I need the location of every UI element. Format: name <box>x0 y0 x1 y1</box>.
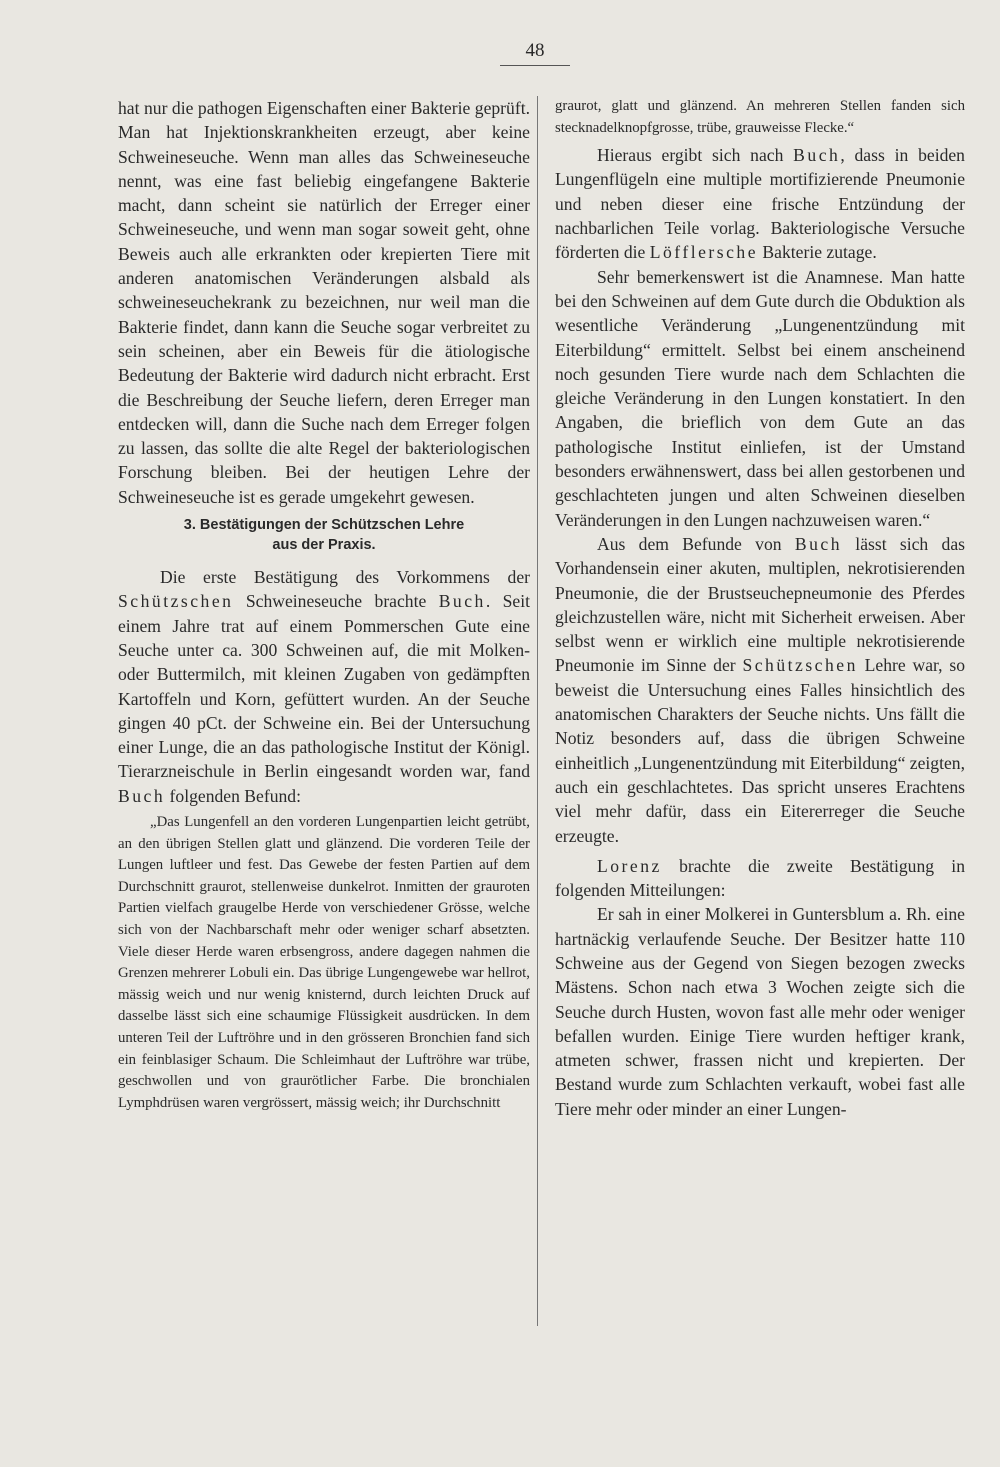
quoted-findings-continued: graurot, glatt und glänzend. An mehreren Stellen fanden sich stecknadelknopfgrosse, trübe, grauweisse Flecke.“ <box>555 98 965 136</box>
text-run: Lehre war, so beweist die Untersuchung eines Falles hinsichtlich des anatomischen Charakters der Seuche nichts. Uns fällt die Notiz besonders auf, dass die übrigen Schweine einheitlich „Lungenentzündung mit Eiterbildung“ zeigten, auch ein geschlachtetes. Das spricht unseres Erachtens viel mehr dafür, dass ein Eitererreger die Seuche erzeugte. <box>555 655 965 846</box>
text-run: Schweineseuche brachte <box>233 591 439 612</box>
right-column <box>555 96 965 1121</box>
paragraph-evaluation <box>555 532 965 848</box>
column-divider <box>537 96 538 1326</box>
text-run: Die erste Bestätigung des Vorkommens der <box>160 567 530 588</box>
text-run: Aus dem Befunde von <box>597 533 795 554</box>
section-heading-line-1: 3. Bestätigungen der Schützschen Lehre <box>183 517 465 534</box>
author-name-schuetz: Schützschen <box>118 591 234 612</box>
author-name-buch: Buch <box>438 591 486 612</box>
paragraph-lorenz <box>555 854 965 903</box>
quoted-findings: „Das Lungenfell an den vorderen Lungenpartien leicht getrübt, an den übrigen Stellen glatt und glänzend. Die vorderen Teile der Lungen luftleer und fest. Das Gewebe der festen Partien auf dem Durchschnitt graurot, stellenweise dunkelrot. Inmitten der grauroten Partien vielfach graugelbe Herde von verschiedener Grösse, welche sich von der Nachbarschaft mehr oder weniger scharf absetzten. Viele dieser Herde waren erbsengross, andere dagegen nahmen die Grenzen mehrerer Lobuli ein. Das übrige Lungengewebe war hellrot, mässig weich und nur wenig knisternd, durch leichten Druck auf dasselbe lässt sich eine schaumige Flüssigkeit ausdrücken. In dem unteren Teil der Luftröhre und in den grösseren Bronchien fand sich ein feinblasiger Schaum. Die Schleimhaut der Luftröhre war trübe, geschwollen und von graurötlicher Farbe. Die bronchialen Lymphdrüsen waren vergrössert, mässig weich; ihr Durchschnitt <box>118 814 530 1111</box>
left-column <box>118 96 530 1114</box>
author-name-buch: Buch <box>118 785 166 806</box>
page-number: 48 <box>500 40 570 66</box>
text-run: . Seit einem Jahre trat auf einem Pommerschen Gute eine Seuche unter ca. 300 Schweinen auf, die mit Molken- oder Buttermilch, mit kleinen Zugaben von gedämpften Kartoffeln und Korn, gefüttert wurden. An der Seuche gingen 40 pCt. der Schweine ein. Bei der Untersuchung einer Lunge, die an das pathologische Institut der Königl. Tierarzneischule in Berlin eingesandt worden war, fand <box>118 591 530 782</box>
text-run: lässt sich das Vorhandensein einer akuten, multiplen, nekrotisierenden Pneumonie, die der Brustseuchepneumonie des Pferdes gleichzustellen wäre, nicht mit Sicherheit erweisen. Aber selbst wenn er wirklich eine multiple nekrotisierende Pneumonie im Sinne der <box>555 533 965 676</box>
paragraph-intro: hat nur die pathogen Eigenschaften einer Bakterie geprüft. Man hat Injektionskrankheiten erzeugt, aber keine Schweineseuche. Wenn man alles das Schweineseuche nennt, was eine fast beliebig eingefangene Bakterie macht, dann scheint sie natürlich der Erreger einer Schweineseuche, und wenn man sogar soweit geht, ohne Beweis auch alle erkrankten oder krepierten Tiere mit anderen anatomischen Veränderungen alsbald als schweineseuchekrank zu bezeichnen, nur weil man die Bakterie findet, dann kann die Seuche sogar verbreitet zu sein scheinen, aber ein Beweis für die ätiologische Bedeutung der Bakterie wird dadurch nicht erbracht. Erst die Beschreibung der Seuche liefern, deren Erreger man entdecken will, dann die Suche nach dem Erreger folgen zu lassen, das sollte die alte Regel der bakteriologischen Forschung bleiben. Bei der heutigen Lehre der Schweineseuche ist es gerade umgekehrt gewesen. <box>118 98 530 507</box>
paragraph-anamnese: Sehr bemerkenswert ist die Anamnese. Man hatte bei den Schweinen auf dem Gute durch die Obduktion als wesentliche Veränderung „Lungenentzündung mit Eiterbildung“ ermittelt. Selbst bei einem anscheinend noch gesunden Tiere wurde nach dem Schlachten die gleiche Veränderung in den Lungen konstatiert. In den Angaben, die brieflich von dem Gute an das pathologische Institut einliefen, ist der Umstand besonders erwähnenswert, dass bei allen gestorbenen und geschlachteten jungen und alten Schweinen dieselben Veränderungen in den Lungen nachzuweisen waren.“ <box>555 266 965 530</box>
paragraph-first-confirmation <box>118 565 530 808</box>
section-heading <box>118 515 530 555</box>
text-run: folgenden Befund: <box>165 785 301 806</box>
text-run: Hieraus ergibt sich nach <box>597 145 794 166</box>
text-run: Bakterie zutage. <box>758 242 877 263</box>
author-name-loeffler: Löfflersche <box>649 242 759 263</box>
author-name-buch: Buch <box>793 145 841 166</box>
text-run: brachte die zweite Bestätigung in folgenden Mitteilungen: <box>555 855 965 901</box>
section-heading-line-2: aus der Praxis. <box>272 537 376 554</box>
author-name-lorenz: Lorenz <box>597 855 662 876</box>
paragraph-guntersblum: Er sah in einer Molkerei in Guntersblum a. Rh. eine hartnäckig verlaufende Seuche. Der Besitzer hatte 110 Schweine aus der Gegend von Siegen bezogen zwecks Mästens. Schon nach etwa 3 Wochen zeigte sich die Seuche durch Husten, wovon fast alle mehr oder weniger befallen wurden. Einige Tiere wurden heftiger krank, atmeten schwer, frassen nicht und krepierten. Der Bestand wurde zum Schlachten verkauft, wobei fast alle Tiere mehr oder minder an einer Lungen- <box>555 904 965 1119</box>
text-run: , dass in beiden Lungenflügeln eine multiple mortifizierende Pneumonie und neben dieser eine frische Entzündung der nachbarlichen Teile vorlag. Bakteriologische Versuche förderten die <box>555 145 965 263</box>
author-name-buch: Buch <box>794 533 842 554</box>
paragraph-buch-conclusion <box>555 143 965 264</box>
author-name-schuetz: Schützschen <box>742 655 858 676</box>
